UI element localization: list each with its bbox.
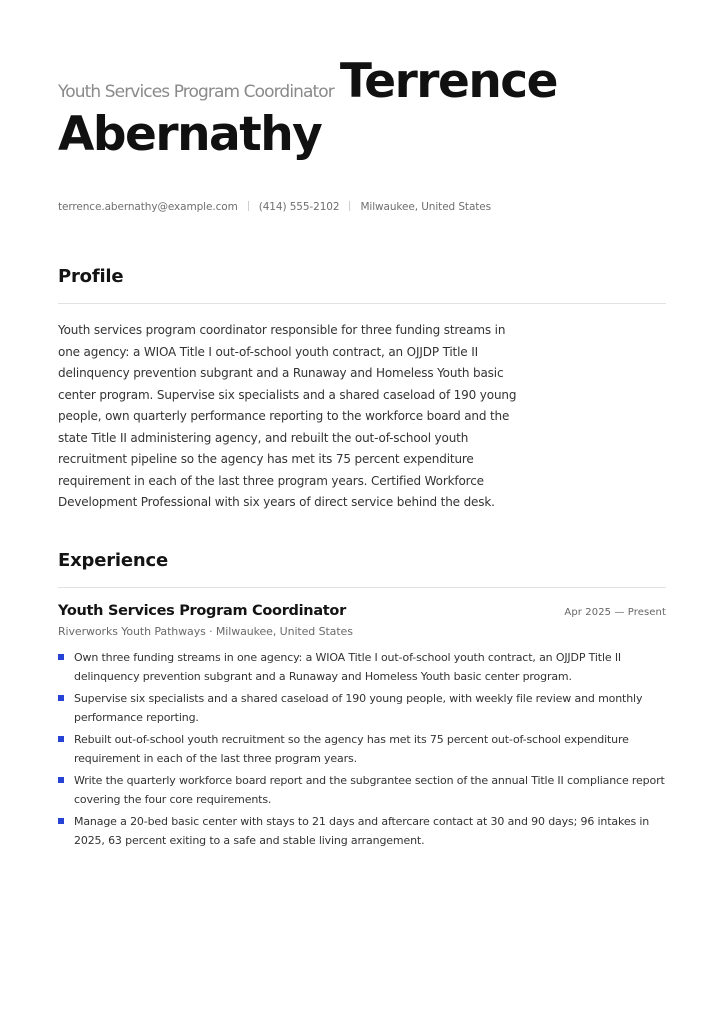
contact-divider xyxy=(248,201,249,211)
bullet-text: Rebuilt out-of-school youth recruitment so the agency has met its 75 percent out-of-school expenditure requirement in each of the last three program years. xyxy=(74,733,629,765)
contact-divider xyxy=(349,201,350,211)
first-name: Terrence xyxy=(339,54,558,109)
resume-header xyxy=(58,54,666,162)
contact-line xyxy=(58,201,491,213)
bullet-square-icon xyxy=(58,695,64,701)
bullet-square-icon xyxy=(58,654,64,660)
bullet-text: Supervise six specialists and a shared caseload of 190 young people, with weekly file review and monthly performance reporting. xyxy=(74,692,643,724)
bullet-text: Write the quarterly workforce board report and the subgrantee section of the annual Title II compliance report covering the four core requirements. xyxy=(74,774,665,806)
job-organization: Riverworks Youth Pathways · Milwaukee, United States xyxy=(58,625,353,638)
list-item xyxy=(58,812,666,850)
contact-phone[interactable]: (414) 555-2102 xyxy=(258,201,340,213)
contact-email[interactable]: terrence.abernathy@example.com xyxy=(58,201,238,213)
bullet-text: Own three funding streams in one agency: a WIOA Title I out-of-school youth contract, an OJJDP Title II delinquency prevention subgrant and a Runaway and Homeless Youth basic center program. xyxy=(74,651,622,683)
profile-summary: Youth services program coordinator responsible for three funding streams in one agency: a WIOA Title I out-of-school youth contract, an OJJDP Title II delinquency prevention subgrant and a Runaway and Homeless Youth basic center program. Supervise six specialists and a shared caseload of 190 young people, own quarterly performance reporting to the workforce board and the state Title II administering agency, and rebuilt the out-of-school youth recruitment pipeline so the agency has met its 75 percent expenditure requirement in each of the last three program years. Certified Workforce Development Professional with six years of direct service behind the desk. xyxy=(58,323,517,509)
experience-divider xyxy=(58,587,666,588)
job-entry xyxy=(58,603,666,853)
job-title: Youth Services Program Coordinator xyxy=(58,603,346,619)
list-item xyxy=(58,648,666,686)
bullet-square-icon xyxy=(58,777,64,783)
list-item xyxy=(58,730,666,768)
job-subtitle: Youth Services Program Coordinator xyxy=(58,82,334,102)
contact-location: Milwaukee, United States xyxy=(360,201,492,213)
last-name: Abernathy xyxy=(58,107,322,162)
bullet-square-icon xyxy=(58,818,64,824)
profile-heading: Profile xyxy=(58,266,124,287)
job-dates: Apr 2025 — Present xyxy=(564,607,666,618)
list-item xyxy=(58,689,666,727)
job-header xyxy=(58,603,666,619)
profile-divider xyxy=(58,303,666,304)
experience-heading: Experience xyxy=(58,550,168,571)
bullet-square-icon xyxy=(58,736,64,742)
bullet-text: Manage a 20-bed basic center with stays to 21 days and aftercare contact at 30 and 90 days; 96 intakes in 2025, 63 percent exiting to a safe and stable living arrangement. xyxy=(74,815,650,847)
list-item xyxy=(58,771,666,809)
name-block xyxy=(58,54,666,162)
job-bullets xyxy=(58,648,666,850)
